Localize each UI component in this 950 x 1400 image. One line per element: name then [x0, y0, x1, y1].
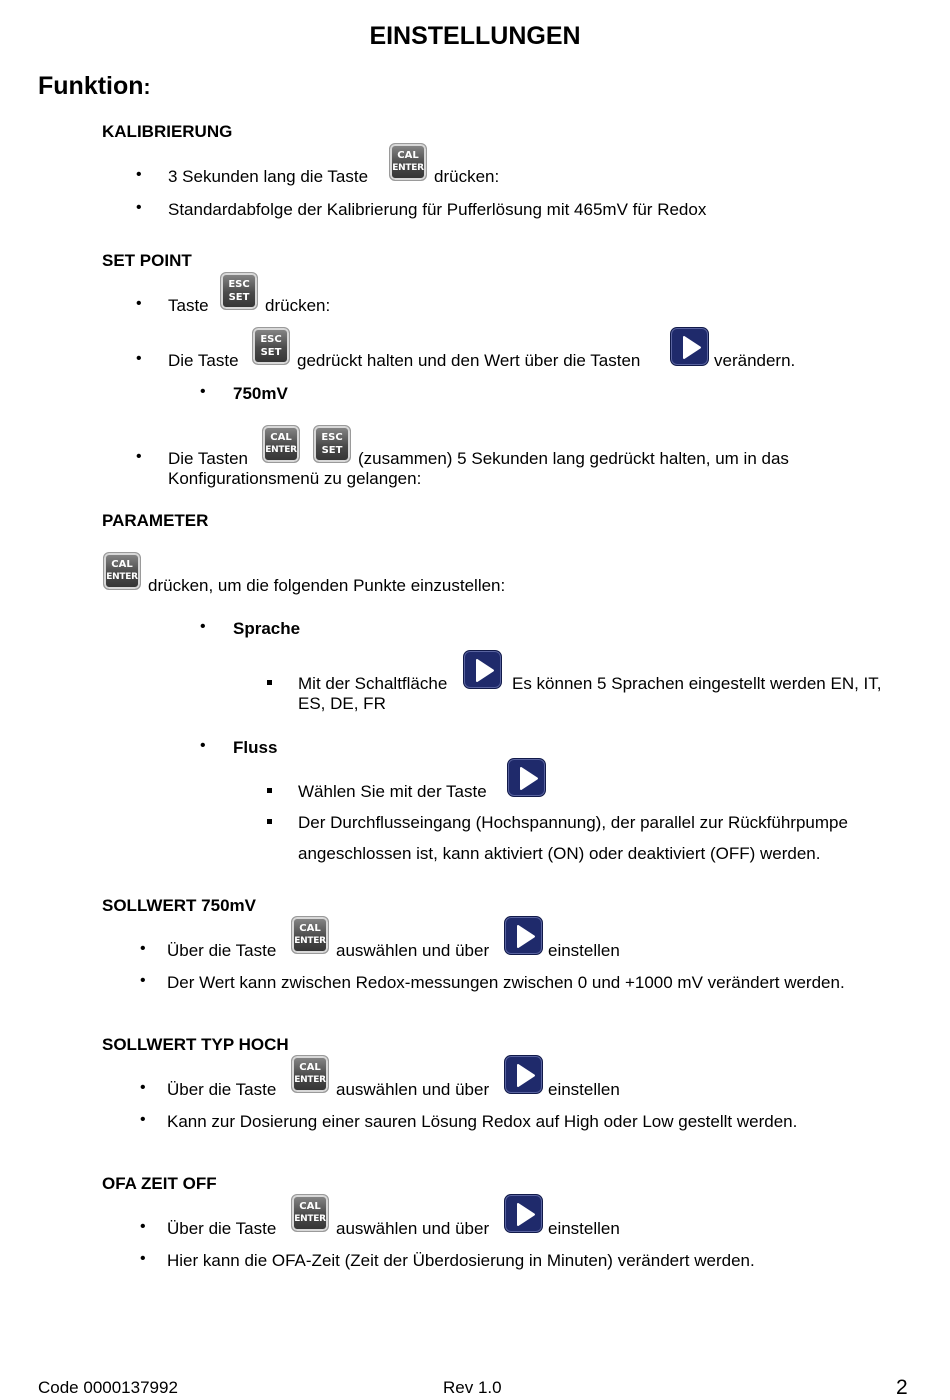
sprache-line-a: Mit der Schaltfläche — [298, 674, 448, 693]
sollwert-line1-a: Über die Taste — [167, 941, 277, 960]
function-heading-colon: : — [143, 76, 151, 99]
square-bullet — [267, 788, 272, 793]
bullet: • — [200, 737, 206, 754]
parameter-sprache: Sprache — [233, 619, 301, 638]
bullet: • — [140, 1111, 146, 1128]
key-label-enter: ENTER — [392, 163, 424, 173]
esc-set-key-icon — [220, 272, 258, 310]
key-label-set: SET — [260, 347, 282, 358]
key-label-cal: CAL — [111, 559, 133, 570]
fluss-line-2a: Der Durchflusseingang (Hochspannung), der parallel zur Rückführpumpe — [298, 813, 848, 832]
footer-code: Code 0000137992 — [38, 1378, 178, 1397]
page-title: EINSTELLUNGEN — [369, 22, 581, 50]
kalibrierung-line1-a: 3 Sekunden lang die Taste — [168, 167, 369, 186]
setpoint-line2-c: verändern. — [714, 351, 796, 370]
sollwert-heading: SOLLWERT 750mV — [102, 896, 256, 915]
key-label-enter: ENTER — [294, 936, 326, 946]
bullet: • — [140, 1250, 146, 1267]
cal-enter-key-icon — [103, 552, 141, 590]
fluss-line-1: Wählen Sie mit der Taste — [298, 782, 487, 801]
key-label-cal: CAL — [299, 1062, 321, 1073]
bullet: • — [140, 972, 146, 989]
esc-set-key-icon — [252, 327, 290, 365]
cal-enter-key-icon — [389, 143, 427, 181]
key-label-cal: CAL — [299, 1201, 321, 1212]
play-arrow-key-icon — [670, 327, 709, 366]
key-label-set: SET — [228, 292, 250, 303]
kalibrierung-line1-b: drücken: — [434, 167, 500, 186]
bullet: • — [140, 1079, 146, 1096]
kalibrierung-heading: KALIBRIERUNG — [102, 122, 233, 141]
sollwert-typ-line1-b: auswählen und über — [336, 1080, 490, 1099]
cal-enter-key-icon — [262, 425, 300, 463]
bullet: • — [136, 350, 142, 367]
sprache-line-c: ES, DE, FR — [298, 694, 386, 713]
setpoint-line3-b: (zusammen) 5 Sekunden lang gedrückt halten, um in das — [358, 449, 789, 468]
play-arrow-key-icon — [507, 758, 546, 797]
function-heading-text: Funktion — [38, 72, 144, 100]
setpoint-line1-b: drücken: — [265, 296, 331, 315]
parameter-intro: drücken, um die folgenden Punkte einzustellen: — [148, 576, 506, 595]
key-label-enter: ENTER — [294, 1075, 326, 1085]
play-arrow-key-icon — [504, 1194, 543, 1233]
page-number: 2 — [896, 1376, 908, 1399]
sollwert-typ-line1-a: Über die Taste — [167, 1080, 277, 1099]
sollwert-typ-heading: SOLLWERT TYP HOCH — [102, 1035, 289, 1054]
sollwert-line2: Der Wert kann zwischen Redox-messungen zwischen 0 und +1000 mV verändert werden. — [167, 973, 845, 992]
sprache-line-b: Es können 5 Sprachen eingestellt werden EN, IT, — [512, 674, 882, 693]
key-label-cal: CAL — [299, 923, 321, 934]
setpoint-value: 750mV — [233, 384, 288, 403]
setpoint-line3-c: Konfigurationsmenü zu gelangen: — [168, 469, 422, 488]
key-label-set: SET — [321, 445, 343, 456]
square-bullet — [267, 819, 272, 824]
bullet: • — [140, 1218, 146, 1235]
cal-enter-key-icon — [291, 1194, 329, 1232]
play-arrow-key-icon — [504, 916, 543, 955]
bullet: • — [136, 448, 142, 465]
key-label-esc: ESC — [260, 334, 282, 345]
bullet: • — [136, 199, 142, 216]
esc-set-key-icon — [313, 425, 351, 463]
fluss-line-2b: angeschlossen ist, kann aktiviert (ON) oder deaktiviert (OFF) werden. — [298, 844, 821, 863]
sollwert-typ-line2: Kann zur Dosierung einer sauren Lösung Redox auf High oder Low gestellt werden. — [167, 1112, 798, 1131]
setpoint-line3-a: Die Tasten — [168, 449, 249, 468]
cal-enter-key-icon — [291, 916, 329, 954]
setpoint-line1-a: Taste — [168, 296, 209, 315]
play-arrow-key-icon — [463, 650, 502, 689]
bullet: • — [140, 940, 146, 957]
setpoint-line2-b: gedrückt halten und den Wert über die Tasten — [297, 351, 641, 370]
ofa-line1-a: Über die Taste — [167, 1219, 277, 1238]
cal-enter-key-icon — [291, 1055, 329, 1093]
square-bullet — [267, 680, 272, 685]
key-label-enter: ENTER — [265, 445, 297, 455]
setpoint-line2-a: Die Taste — [168, 351, 239, 370]
sollwert-line1-b: auswählen und über — [336, 941, 490, 960]
footer-rev: Rev 1.0 — [443, 1378, 502, 1397]
ofa-line2: Hier kann die OFA-Zeit (Zeit der Überdosierung in Minuten) verändert werden. — [167, 1251, 755, 1270]
sollwert-typ-line1-c: einstellen — [548, 1080, 620, 1099]
key-label-cal: CAL — [397, 150, 419, 161]
function-heading — [38, 72, 151, 101]
ofa-line1-c: einstellen — [548, 1219, 620, 1238]
sollwert-line1-c: einstellen — [548, 941, 620, 960]
setpoint-heading: SET POINT — [102, 251, 192, 270]
bullet: • — [200, 618, 206, 635]
parameter-fluss: Fluss — [233, 738, 278, 757]
key-label-enter: ENTER — [106, 572, 138, 582]
kalibrierung-line2: Standardabfolge der Kalibrierung für Pufferlösung mit 465mV für Redox — [168, 200, 707, 219]
parameter-heading: PARAMETER — [102, 511, 209, 530]
bullet: • — [200, 383, 206, 400]
bullet: • — [136, 166, 142, 183]
key-label-esc: ESC — [228, 279, 250, 290]
key-label-enter: ENTER — [294, 1214, 326, 1224]
ofa-heading: OFA ZEIT OFF — [102, 1174, 217, 1193]
key-label-esc: ESC — [321, 432, 343, 443]
key-label-cal: CAL — [270, 432, 292, 443]
ofa-line1-b: auswählen und über — [336, 1219, 490, 1238]
play-arrow-key-icon — [504, 1055, 543, 1094]
bullet: • — [136, 295, 142, 312]
